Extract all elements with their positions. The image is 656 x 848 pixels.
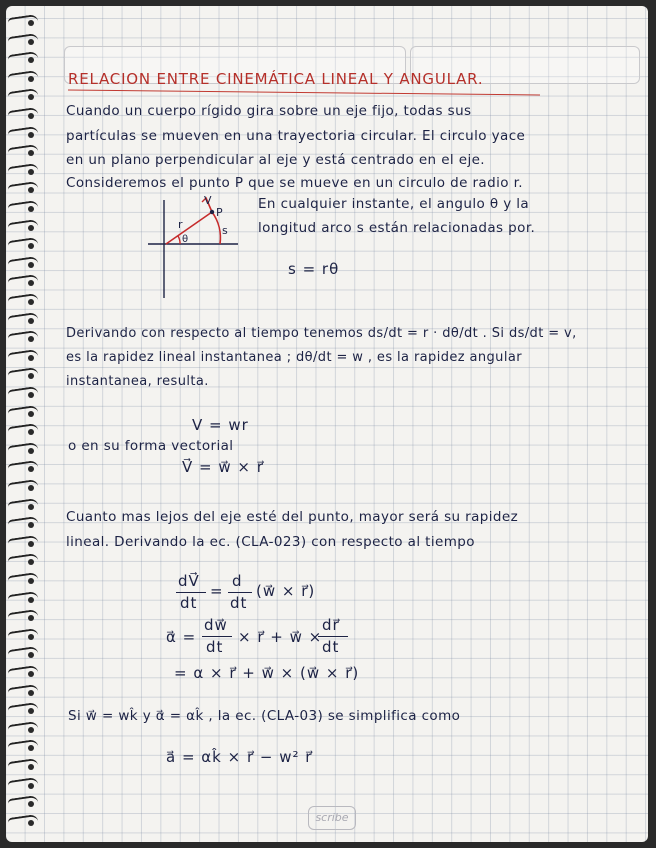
spiral-ring	[8, 330, 39, 343]
spiral-ring	[8, 256, 39, 269]
spiral-ring	[8, 181, 39, 194]
text-line-2: partículas se mueven en una trayectoria circular. El circulo yace	[66, 128, 526, 144]
para4-line: Si w⃗ = wk̂ y α⃗ = αk̂ , la ec. (CLA-03) se simplifica como	[68, 708, 461, 724]
para2-line-3: instantanea, resulta.	[66, 374, 209, 389]
spiral-hole	[28, 299, 34, 305]
spiral-ring	[8, 646, 39, 659]
spiral-hole	[28, 113, 34, 119]
label-s: s	[222, 224, 228, 237]
spiral-hole	[28, 504, 34, 510]
spiral-ring	[8, 628, 39, 641]
angle-arc	[178, 236, 180, 244]
equation-s: s = rθ	[288, 260, 340, 278]
label-v: V	[204, 194, 212, 207]
spiral-ring	[8, 739, 39, 752]
spiral-ring	[8, 814, 39, 827]
equation-v: V = wr	[192, 416, 249, 434]
spiral-ring	[8, 535, 39, 548]
spiral-hole	[28, 39, 34, 45]
deriv-dt-2: dt	[230, 594, 248, 612]
spiral-ring	[8, 479, 39, 492]
text-line-5: En cualquier instante, el angulo θ y la	[258, 196, 530, 212]
spiral-ring	[8, 237, 39, 250]
spiral-ring	[8, 219, 39, 232]
spiral-hole	[28, 262, 34, 268]
spiral-ring	[8, 516, 39, 529]
text-line-4: Consideremos el punto P que se mueve en un circulo de radio r.	[66, 175, 523, 191]
brand-logo: scribe	[308, 806, 356, 830]
spiral-ring	[8, 758, 39, 771]
spiral-hole	[28, 745, 34, 751]
spiral-hole	[28, 225, 34, 231]
spiral-hole	[28, 559, 34, 565]
spiral-hole	[28, 578, 34, 584]
radius-line	[166, 212, 212, 244]
deriv-dt-4: dt	[322, 638, 340, 656]
para2-line-1: Derivando con respecto al tiempo tenemos ds/dt = r · dθ/dt . Si ds/dt = v,	[66, 326, 577, 341]
equation-v-vector: V⃗ = w⃗ × r⃗	[182, 458, 264, 476]
spiral-ring	[8, 553, 39, 566]
spiral-hole	[28, 634, 34, 640]
frac-bar-3	[202, 636, 232, 637]
page-title: RELACION ENTRE CINEMÁTICA LINEAL Y ANGULAR.	[68, 70, 484, 88]
spiral-ring	[8, 665, 39, 678]
frac-bar-2	[228, 592, 252, 593]
label-theta: θ	[182, 234, 189, 245]
spiral-hole	[28, 615, 34, 621]
title-underline	[68, 90, 540, 96]
spiral-ring	[8, 442, 39, 455]
spiral-hole	[28, 76, 34, 82]
spiral-hole	[28, 280, 34, 286]
spiral-hole	[28, 57, 34, 63]
spiral-ring	[8, 88, 39, 101]
frac-bar-4	[318, 636, 348, 637]
deriv-xr: × r⃗ + w⃗ ×	[238, 628, 323, 646]
spiral-ring	[8, 349, 39, 362]
spiral-ring	[8, 33, 39, 46]
spiral-hole	[28, 541, 34, 547]
deriv-dr: dr⃗	[322, 616, 340, 634]
text-line-1: Cuando un cuerpo rígido gira sobre un eje fijo, todas sus	[66, 103, 472, 119]
spiral-hole	[28, 169, 34, 175]
spiral-ring	[8, 14, 39, 27]
spiral-ring	[8, 126, 39, 139]
spiral-hole	[28, 411, 34, 417]
deriv-d: d	[232, 572, 243, 590]
spiral-hole	[28, 764, 34, 770]
spiral-ring	[8, 107, 39, 120]
spiral-ring	[8, 795, 39, 808]
spiral-hole	[28, 429, 34, 435]
notebook-page	[6, 6, 648, 842]
frac-bar-1	[176, 592, 206, 593]
spiral-ring	[8, 163, 39, 176]
label-p: P	[216, 206, 223, 219]
deriv-dw: dw⃗	[204, 616, 228, 634]
deriv-wr: (w⃗ × r⃗)	[256, 582, 316, 600]
spiral-hole	[28, 150, 34, 156]
spiral-ring	[8, 51, 39, 64]
spiral-binding	[6, 16, 46, 846]
para3-line-1: Cuanto mas lejos del eje esté del punto, mayor será su rapidez	[66, 509, 519, 525]
spiral-ring	[8, 460, 39, 473]
spiral-hole	[28, 690, 34, 696]
spiral-hole	[28, 187, 34, 193]
deriv-eq3: = α × r⃗ + w⃗ × (w⃗ × r⃗)	[174, 664, 360, 682]
spiral-hole	[28, 94, 34, 100]
spiral-ring	[8, 144, 39, 157]
spiral-hole	[28, 671, 34, 677]
deriv-a-eq: α⃗ =	[166, 628, 197, 646]
spiral-ring	[8, 293, 39, 306]
para3-line-2: lineal. Derivando la ec. (CLA-023) con respecto al tiempo	[66, 534, 475, 550]
spiral-hole	[28, 783, 34, 789]
deriv-dt-1: dt	[180, 594, 198, 612]
deriv-dv-num: dV⃗	[178, 572, 200, 590]
spiral-ring	[8, 405, 39, 418]
spiral-hole	[28, 318, 34, 324]
para2-line-2: es la rapidez lineal instantanea ; dθ/dt = w , es la rapidez angular	[66, 350, 522, 365]
spiral-hole	[28, 243, 34, 249]
spiral-ring	[8, 498, 39, 511]
spiral-ring	[8, 367, 39, 380]
spiral-ring	[8, 702, 39, 715]
text-line-6: longitud arco s están relacionadas por.	[258, 220, 536, 236]
spiral-hole	[28, 466, 34, 472]
spiral-ring	[8, 721, 39, 734]
equation-final: a⃗ = αk̂ × r⃗ − w² r⃗	[166, 748, 313, 766]
spiral-ring	[8, 572, 39, 585]
spiral-hole	[28, 522, 34, 528]
spiral-hole	[28, 727, 34, 733]
spiral-ring	[8, 777, 39, 790]
spiral-ring	[8, 312, 39, 325]
spiral-hole	[28, 355, 34, 361]
spiral-ring	[8, 591, 39, 604]
rotation-diagram	[146, 194, 246, 304]
spiral-hole	[28, 392, 34, 398]
label-r: r	[178, 218, 183, 231]
point-p	[210, 210, 214, 214]
spiral-ring	[8, 609, 39, 622]
spiral-hole	[28, 206, 34, 212]
spiral-ring	[8, 274, 39, 287]
spiral-hole	[28, 20, 34, 26]
spiral-ring	[8, 200, 39, 213]
text-line-3: en un plano perpendicular al eje y está centrado en el eje.	[66, 152, 485, 168]
spiral-hole	[28, 801, 34, 807]
spiral-hole	[28, 597, 34, 603]
spiral-hole	[28, 485, 34, 491]
spiral-ring	[8, 423, 39, 436]
spiral-hole	[28, 820, 34, 826]
spiral-hole	[28, 652, 34, 658]
vector-form-label: o en su forma vectorial	[68, 438, 234, 454]
spiral-hole	[28, 373, 34, 379]
spiral-hole	[28, 448, 34, 454]
spiral-ring	[8, 684, 39, 697]
deriv-dt-3: dt	[206, 638, 224, 656]
spiral-hole	[28, 132, 34, 138]
deriv-equals-1: =	[210, 582, 224, 600]
spiral-hole	[28, 708, 34, 714]
spiral-hole	[28, 336, 34, 342]
spiral-ring	[8, 386, 39, 399]
spiral-ring	[8, 70, 39, 83]
